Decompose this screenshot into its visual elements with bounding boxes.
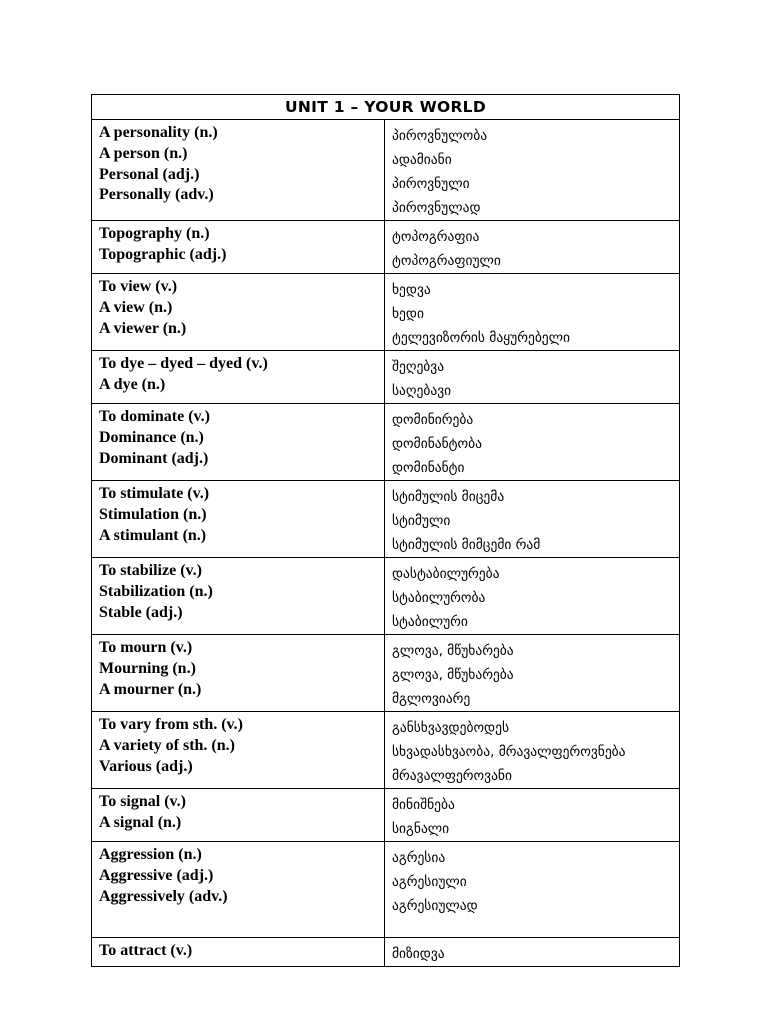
georgian-translation: შეღებვა xyxy=(392,359,445,375)
georgian-translation: მიზიდვა xyxy=(392,946,445,962)
title-row xyxy=(92,95,680,120)
english-term: To dominate (v.) xyxy=(99,408,210,425)
georgian-translation: მგლოვიარე xyxy=(392,691,471,707)
english-cell xyxy=(92,712,385,789)
table-row xyxy=(92,221,680,274)
georgian-translation: პიროვნულად xyxy=(392,200,481,216)
english-term: A dye (n.) xyxy=(99,375,166,393)
english-term: Dominant (adj.) xyxy=(99,449,209,467)
georgian-cell xyxy=(385,404,680,481)
table-row xyxy=(92,635,680,712)
georgian-cell xyxy=(385,120,680,221)
georgian-translation: ტელევიზორის მაყურებელი xyxy=(392,330,571,346)
english-term: A signal (n.) xyxy=(99,813,182,831)
vocabulary-table xyxy=(91,94,680,967)
georgian-translation: სტიმულის მიმცემი რამ xyxy=(392,537,541,553)
table-row xyxy=(92,938,680,967)
english-cell xyxy=(92,558,385,635)
georgian-cell xyxy=(385,635,680,712)
table-row xyxy=(92,558,680,635)
georgian-cell xyxy=(385,842,680,938)
georgian-translation: სტიმული xyxy=(392,513,451,529)
english-term: A personality (n.) xyxy=(99,124,218,141)
table-row xyxy=(92,712,680,789)
georgian-translation: სტაბილურობა xyxy=(392,590,486,606)
english-cell xyxy=(92,481,385,558)
english-term: To stimulate (v.) xyxy=(99,485,210,502)
english-term: To attract (v.) xyxy=(99,942,193,959)
english-cell xyxy=(92,789,385,842)
english-term: A mourner (n.) xyxy=(99,680,202,698)
english-cell xyxy=(92,221,385,274)
georgian-translation: პიროვნული xyxy=(392,176,470,192)
georgian-translation: გლოვა, მწუხარება xyxy=(392,667,514,683)
georgian-translation: მრავალფეროვანი xyxy=(392,768,512,784)
english-cell xyxy=(92,635,385,712)
english-term: Aggressively (adv.) xyxy=(99,887,228,905)
english-term: Topographic (adj.) xyxy=(99,245,227,263)
english-term: A variety of sth. (n.) xyxy=(99,736,235,754)
georgian-translation: დომინირება xyxy=(392,412,474,428)
table-row xyxy=(92,404,680,481)
georgian-translation: ადამიანი xyxy=(392,152,452,168)
english-cell xyxy=(92,842,385,938)
georgian-translation: ტოპოგრაფია xyxy=(392,229,480,245)
english-term: A person (n.) xyxy=(99,144,188,162)
georgian-cell xyxy=(385,558,680,635)
english-cell xyxy=(92,404,385,481)
english-term: Stable (adj.) xyxy=(99,603,183,621)
georgian-translation: ტოპოგრაფიული xyxy=(392,253,501,269)
english-term: To vary from sth. (v.) xyxy=(99,716,243,733)
georgian-cell xyxy=(385,481,680,558)
georgian-translation: ხედი xyxy=(392,306,424,322)
english-term: Personal (adj.) xyxy=(99,165,200,183)
english-term: Various (adj.) xyxy=(99,757,193,775)
georgian-translation: აგრესიულად xyxy=(392,898,478,914)
table-row xyxy=(92,351,680,404)
georgian-cell xyxy=(385,938,680,967)
georgian-translation: დომინანტი xyxy=(392,460,465,476)
english-term: Aggression (n.) xyxy=(99,846,202,863)
georgian-translation: სტიმულის მიცემა xyxy=(392,489,505,505)
georgian-translation: დომინანტობა xyxy=(392,436,482,452)
english-term: Dominance (n.) xyxy=(99,428,204,446)
georgian-cell xyxy=(385,789,680,842)
georgian-translation: საღებავი xyxy=(392,383,452,399)
georgian-cell xyxy=(385,274,680,351)
table-row xyxy=(92,481,680,558)
unit-title: UNIT 1 – YOUR WORLD xyxy=(92,95,680,120)
georgian-translation: პიროვნულობა xyxy=(392,128,488,144)
georgian-translation: გლოვა, მწუხარება xyxy=(392,643,514,659)
english-cell xyxy=(92,120,385,221)
georgian-translation: სიგნალი xyxy=(392,821,450,837)
table-row xyxy=(92,274,680,351)
georgian-cell xyxy=(385,712,680,789)
table-row xyxy=(92,120,680,221)
georgian-translation: განსხვავდებოდეს xyxy=(392,720,510,736)
english-term: A stimulant (n.) xyxy=(99,526,207,544)
english-term: Mourning (n.) xyxy=(99,659,196,677)
table-row xyxy=(92,842,680,938)
english-term: A view (n.) xyxy=(99,298,173,316)
english-term: Personally (adv.) xyxy=(99,186,214,204)
english-term: Aggressive (adj.) xyxy=(99,866,214,884)
georgian-cell xyxy=(385,351,680,404)
table-row xyxy=(92,789,680,842)
english-term: To dye – dyed – dyed (v.) xyxy=(99,355,268,372)
english-cell xyxy=(92,351,385,404)
georgian-translation: სტაბილური xyxy=(392,614,468,630)
english-term: Topography (n.) xyxy=(99,225,210,242)
georgian-translation: მინიშნება xyxy=(392,797,455,813)
english-term: Stimulation (n.) xyxy=(99,505,207,523)
english-term: To view (v.) xyxy=(99,278,178,295)
english-cell xyxy=(92,274,385,351)
english-cell xyxy=(92,938,385,967)
georgian-translation: ხედვა xyxy=(392,282,431,298)
georgian-translation: დასტაბილურება xyxy=(392,566,500,582)
english-term: To stabilize (v.) xyxy=(99,562,202,579)
english-term: A viewer (n.) xyxy=(99,319,187,337)
english-term: Stabilization (n.) xyxy=(99,582,213,600)
georgian-translation: სხვადასხვაობა, მრავალფეროვნება xyxy=(392,744,626,760)
english-term: To mourn (v.) xyxy=(99,639,193,656)
georgian-translation: აგრესიული xyxy=(392,874,467,890)
georgian-cell xyxy=(385,221,680,274)
english-term: To signal (v.) xyxy=(99,793,186,810)
vocabulary-body xyxy=(92,120,680,967)
georgian-translation: აგრესია xyxy=(392,850,446,866)
